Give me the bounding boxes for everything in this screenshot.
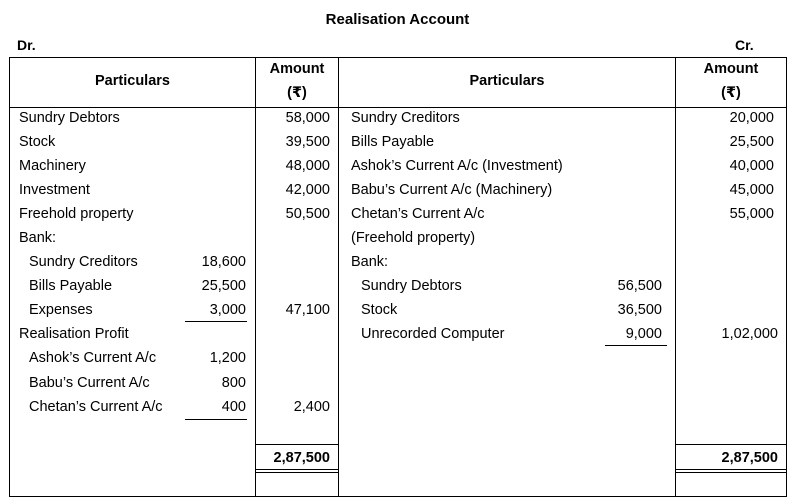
credit-total: 2,87,500: [721, 450, 778, 466]
debit-row-sub-amount: 400: [221, 399, 246, 415]
debit-row-label: Machinery: [19, 158, 86, 174]
debit-profit-subtotal-line: [185, 419, 247, 420]
table-bottom-border: [9, 496, 787, 497]
credit-amount-currency: (₹): [721, 85, 741, 101]
header-bottom-border: [9, 107, 787, 108]
credit-row-label: Sundry Creditors: [351, 110, 460, 126]
debit-amount-header: Amount: [269, 61, 325, 77]
credit-row-amount: 40,000: [729, 158, 774, 174]
debit-total-bottom-line-1: [255, 469, 339, 470]
debit-row-sub-amount: 3,000: [209, 302, 246, 318]
credit-row-amount: 1,02,000: [721, 326, 778, 342]
credit-row-label: Unrecorded Computer: [361, 326, 505, 342]
debit-total: 2,87,500: [273, 450, 330, 466]
credit-total-top-line: [675, 444, 787, 445]
debit-row-amount: 58,000: [285, 110, 330, 126]
debit-row-label: Sundry Debtors: [19, 110, 120, 126]
credit-particulars-header: Particulars: [469, 73, 545, 89]
debit-row-amount: 39,500: [285, 134, 330, 150]
debit-row-label: Ashok’s Current A/c: [29, 350, 157, 366]
debit-row-amount: 47,100: [285, 302, 330, 318]
credit-row-label: Ashok’s Current A/c (Investment): [351, 158, 563, 174]
debit-label: Dr.: [17, 37, 36, 53]
debit-total-bottom-line-2: [255, 472, 339, 473]
center-divider: [338, 57, 339, 497]
debit-row-amount: 50,500: [285, 206, 330, 222]
debit-row-sub-amount: 1,200: [209, 350, 246, 366]
credit-row-sub-amount: 56,500: [617, 278, 662, 294]
debit-row-label: Bills Payable: [29, 278, 113, 294]
credit-row-amount: 20,000: [729, 110, 774, 126]
debit-row-label: Sundry Creditors: [29, 254, 138, 270]
credit-row-sub-amount: 36,500: [617, 302, 662, 318]
debit-row-label: Babu’s Current A/c: [29, 375, 150, 391]
credit-row-amount: 25,500: [729, 134, 774, 150]
credit-row-amount: 45,000: [729, 182, 774, 198]
credit-row-amount: 55,000: [729, 206, 774, 222]
credit-row-label: Chetan’s Current A/c: [351, 206, 485, 222]
credit-total-bottom-line-1: [675, 469, 787, 470]
credit-row-label: (Freehold property): [351, 230, 476, 246]
debit-row-label: Bank:: [19, 230, 57, 246]
credit-amount-header: Amount: [703, 61, 759, 77]
credit-row-sub-amount: 9,000: [625, 326, 662, 342]
debit-row-label: Freehold property: [19, 206, 134, 222]
page-title: Realisation Account: [325, 11, 470, 28]
credit-row-label: Bank:: [351, 254, 389, 270]
credit-row-label: Stock: [361, 302, 398, 318]
right-border: [786, 57, 787, 497]
debit-amount-currency: (₹): [287, 85, 307, 101]
debit-bank-subtotal-line: [185, 321, 247, 322]
debit-row-label: Stock: [19, 134, 56, 150]
credit-row-label: Bills Payable: [351, 134, 435, 150]
debit-row-label: Expenses: [29, 302, 93, 318]
debit-row-sub-amount: 800: [221, 375, 246, 391]
debit-row-label: Chetan’s Current A/c: [29, 399, 163, 415]
credit-label: Cr.: [735, 37, 754, 53]
debit-row-sub-amount: 25,500: [201, 278, 246, 294]
credit-row-label: Babu’s Current A/c (Machinery): [351, 182, 553, 198]
debit-row-amount: 42,000: [285, 182, 330, 198]
debit-row-amount: 2,400: [293, 399, 330, 415]
debit-total-top-line: [255, 444, 339, 445]
credit-row-label: Sundry Debtors: [361, 278, 462, 294]
left-border: [9, 57, 10, 497]
debit-row-amount: 48,000: [285, 158, 330, 174]
credit-total-bottom-line-2: [675, 472, 787, 473]
credit-bank-subtotal-line: [605, 345, 667, 346]
debit-row-label: Realisation Profit: [19, 326, 129, 342]
debit-particulars-header: Particulars: [95, 73, 170, 89]
debit-row-label: Investment: [19, 182, 90, 198]
table-top-border: [9, 57, 787, 58]
debit-row-sub-amount: 18,600: [201, 254, 246, 270]
